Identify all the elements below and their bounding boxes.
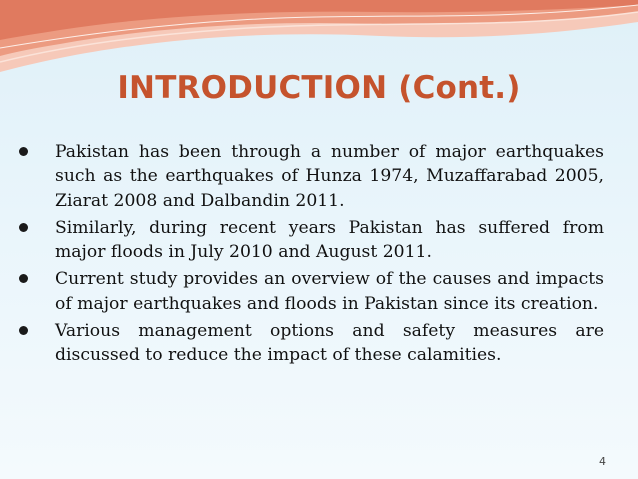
bullet-item [18,267,604,316]
bullet-text: Similarly, during recent years Pakistan has suffered from major floods in July 2010 and August 2011. [55,217,604,263]
bullet-icon [19,223,28,232]
bullet-text: Pakistan has been through a number of major earthquakes such as the earthquakes of Hunza 1974, Muzaffarabad 2005, Ziarat 2008 and Dalbandin 2011. [55,142,604,211]
bullet-text: Current study provides an overview of the causes and impacts of major earthquakes and floods in Pakistan since its creation. [55,269,604,314]
bullet-icon [19,326,28,335]
header-wave-decoration [0,0,638,80]
bullet-icon [19,274,28,283]
bullet-list [18,140,604,371]
bullet-item [18,140,604,213]
bullet-item [18,216,604,265]
slide-title: INTRODUCTION (Cont.) [117,70,521,106]
bullet-text: Various management options and safety measures are discussed to reduce the impact of these calamities. [55,321,604,366]
page-number: 4 [599,455,606,468]
bullet-icon [19,147,28,156]
bullet-item [18,319,604,368]
